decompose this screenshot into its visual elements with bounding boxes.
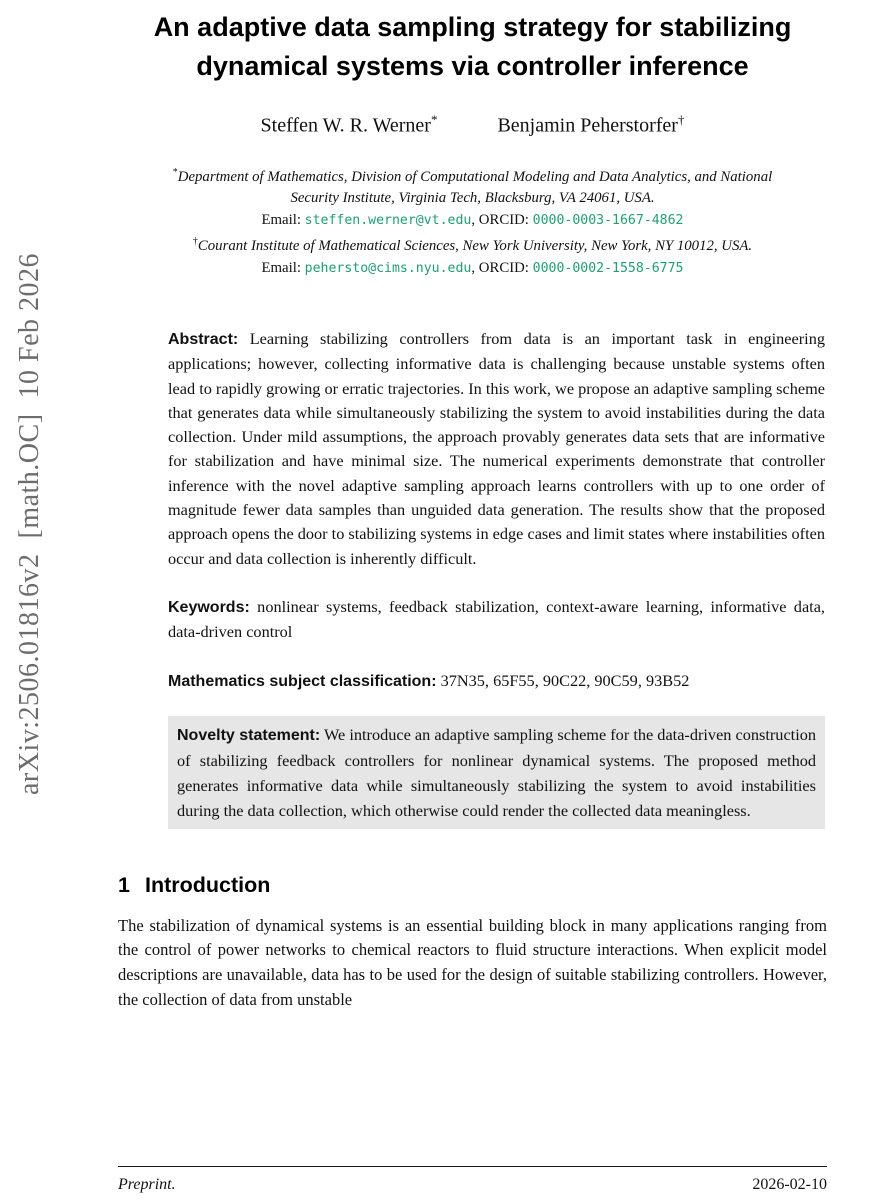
footer-date: 2026-02-10 [752,1176,827,1193]
affiliations-block [118,162,827,279]
affiliation-2-contact [118,258,827,280]
orcid-label-1: , ORCID: [471,211,529,228]
author-2-name: Benjamin Peherstorfer [497,114,678,137]
author-line [118,112,827,138]
paper-content [118,0,827,1012]
email-label-1: Email: [261,211,301,228]
author-2 [497,112,684,138]
novelty-text: We introduce an adaptive sampling scheme for the data-driven construction of stabilizing feedback controllers for nonlinear dynamical systems. The proposed method generates informative data while simultaneously stabilizing the system to avoid instabilities during the data collection, which otherwise could render the collected data meaningless. [177,724,816,820]
affiliation-1-marker: * [172,166,178,178]
paper-title: An adaptive data sampling strategy for stabilizing dynamical systems via controller inference [153,12,792,81]
email-link-1[interactable]: steffen.werner@vt.edu [304,212,472,228]
frontmatter [168,327,825,829]
affiliation-1-contact [118,210,827,232]
introduction-paragraph: The stabilization of dynamical systems is an essential building block in many applications ranging from the control of power networks to chemical reactors to fluid structure interactions. When explicit model descriptions are unavailable, data has to be used for the design of suitable stabilizing controllers. However, the collection of data from unstable [118,915,827,1009]
author-1-name: Steffen W. R. Werner [260,114,431,137]
abstract [168,327,825,571]
email-link-2[interactable]: pehersto@cims.nyu.edu [304,260,472,276]
keywords [168,595,825,645]
novelty-label: Novelty statement: [177,726,321,744]
msc-label: Mathematics subject classification: [168,672,437,690]
abstract-text: Learning stabilizing controllers from data is an important task in engineering applications; however, collecting informative data is challenging because unstable systems often lead to rapidly growing or erratic trajectories. In this work, we propose an adaptive sampling scheme that generates data while simultaneously stabilizing the system to avoid instabilities during the data collection. Under mild assumptions, the approach provably generates data sets that are informative for stabilization and have minimal size. The numerical experiments demonstrate that controller inference with the novel adaptive sampling approach learns controllers with up to one order of magnitude fewer data samples than unguided data generation. The results show that the proposed approach opens the door to stabilizing systems in edge cases and limit states where instabilities often occur and data collection is inherently difficult. [168,329,825,568]
affiliation-1 [153,162,793,210]
page-footer [118,1166,827,1194]
orcid-link-2[interactable]: 0000-0002-1558-6775 [532,260,684,276]
msc-text: 37N35, 65F55, 90C22, 90C59, 93B52 [440,670,690,690]
orcid-link-1[interactable]: 0000-0003-1667-4862 [532,212,684,228]
affiliation-1-text: Department of Mathematics, Division of Computational Modeling and Data Analytics, and National Security Institute, Virginia Tech, Blacksburg, VA 24061, USA. [177,168,773,207]
novelty-statement-box [168,716,825,829]
affiliation-2-marker: † [192,236,198,248]
affiliation-2 [118,231,827,257]
affiliation-2-text: Courant Institute of Mathematical Sciences, New York University, New York, NY 10012, USA. [197,238,753,254]
footer-preprint-label: Preprint. [118,1176,176,1193]
author-1 [261,112,438,138]
keywords-text: nonlinear systems, feedback stabilization, context-aware learning, informative data, data-driven control [168,596,825,642]
orcid-label-2: , ORCID: [471,259,529,276]
author-1-mark: * [430,112,438,127]
section-number: 1 [118,872,130,897]
arxiv-watermark: arXiv:2506.01816v2 [math.OC] 10 Feb 2026 [14,252,45,796]
author-2-mark: † [677,112,685,127]
email-label-2: Email: [261,259,301,276]
abstract-label: Abstract: [168,331,239,348]
keywords-label: Keywords: [168,598,250,616]
section-heading-introduction [118,873,827,898]
section-title: Introduction [144,872,271,897]
msc [168,669,825,694]
